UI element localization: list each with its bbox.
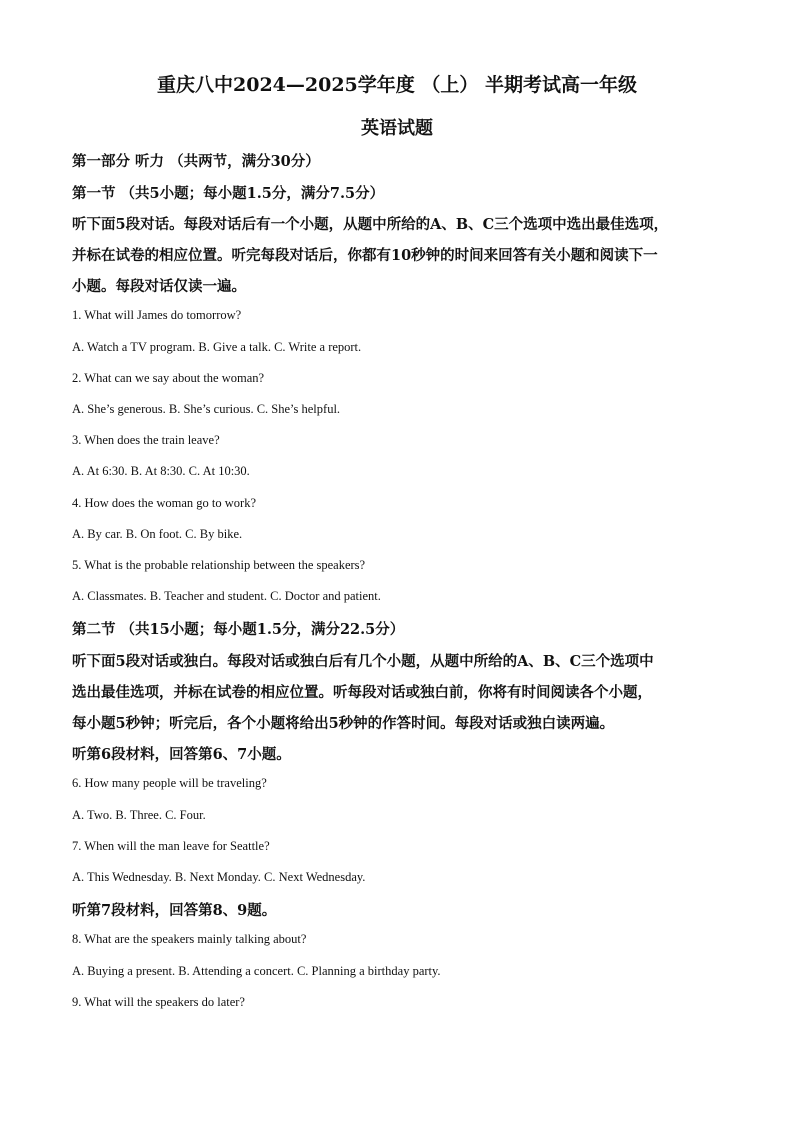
question-stem: 4. How does the woman go to work? — [72, 496, 256, 510]
section1-instructions-line: 并标在试卷的相应位置。听完每段对话后，你都有10秒钟的时间来回答有关小题和阅读下一 — [72, 247, 658, 264]
material-heading: 听第6段材料，回答第6、7小题。 — [72, 746, 291, 763]
exam-title: 重庆八中2024—2025学年度 （上） 半期考试高一年级 — [157, 74, 637, 96]
question-options: A. Classmates. B. Teacher and student. C. Doctor and patient. — [72, 589, 381, 603]
question-options: A. By car. B. On foot. C. By bike. — [72, 527, 243, 541]
question-options: A. This Wednesday. B. Next Monday. C. Next Wednesday. — [72, 870, 366, 884]
question-options: A. At 6:30. B. At 8:30. C. At 10:30. — [72, 464, 250, 478]
section1-instructions-line: 听下面5段对话。每段对话后有一个小题，从题中所给的A、B、C三个选项中选出最佳选项， — [72, 216, 669, 233]
part1-heading: 第一部分 听力 （共两节，满分30分） — [72, 153, 320, 170]
exam-subtitle: 英语试题 — [361, 118, 433, 139]
question-options: A. Two. B. Three. C. Four. — [72, 808, 206, 822]
section2-heading: 第二节 （共15小题；每小题1.5分，满分22.5分） — [72, 621, 405, 638]
question-stem: 9. What will the speakers do later? — [72, 995, 245, 1009]
section2-instructions-line: 选出最佳选项，并标在试卷的相应位置。听每段对话或独白前，你将有时间阅读各个小题， — [72, 684, 652, 701]
section1-heading: 第一节 （共5小题；每小题1.5分，满分7.5分） — [72, 185, 385, 202]
question-stem: 3. When does the train leave? — [72, 433, 220, 447]
question-stem: 2. What can we say about the woman? — [72, 371, 265, 385]
question-options: A. Watch a TV program. B. Give a talk. C. Write a report. — [72, 340, 362, 354]
question-stem: 1. What will James do tomorrow? — [72, 308, 242, 322]
question-stem: 8. What are the speakers mainly talking about? — [72, 932, 307, 946]
question-options: A. She’s generous. B. She’s curious. C. She’s helpful. — [72, 402, 341, 416]
section2-instructions-line: 听下面5段对话或独白。每段对话或独白后有几个小题，从题中所给的A、B、C三个选项中 — [72, 653, 654, 670]
section1-instructions-line: 小题。每段对话仅读一遍。 — [72, 278, 246, 295]
section2-instructions-line: 每小题5秒钟；听完后，各个小题将给出5秒钟的作答时间。每段对话或独白读两遍。 — [72, 715, 615, 732]
question-stem: 6. How many people will be traveling? — [72, 776, 267, 790]
question-stem: 5. What is the probable relationship between the speakers? — [72, 558, 366, 572]
question-stem: 7. When will the man leave for Seattle? — [72, 839, 270, 853]
question-options: A. Buying a present. B. Attending a concert. C. Planning a birthday party. — [72, 964, 441, 978]
material-heading: 听第7段材料，回答第8、9题。 — [72, 902, 277, 919]
